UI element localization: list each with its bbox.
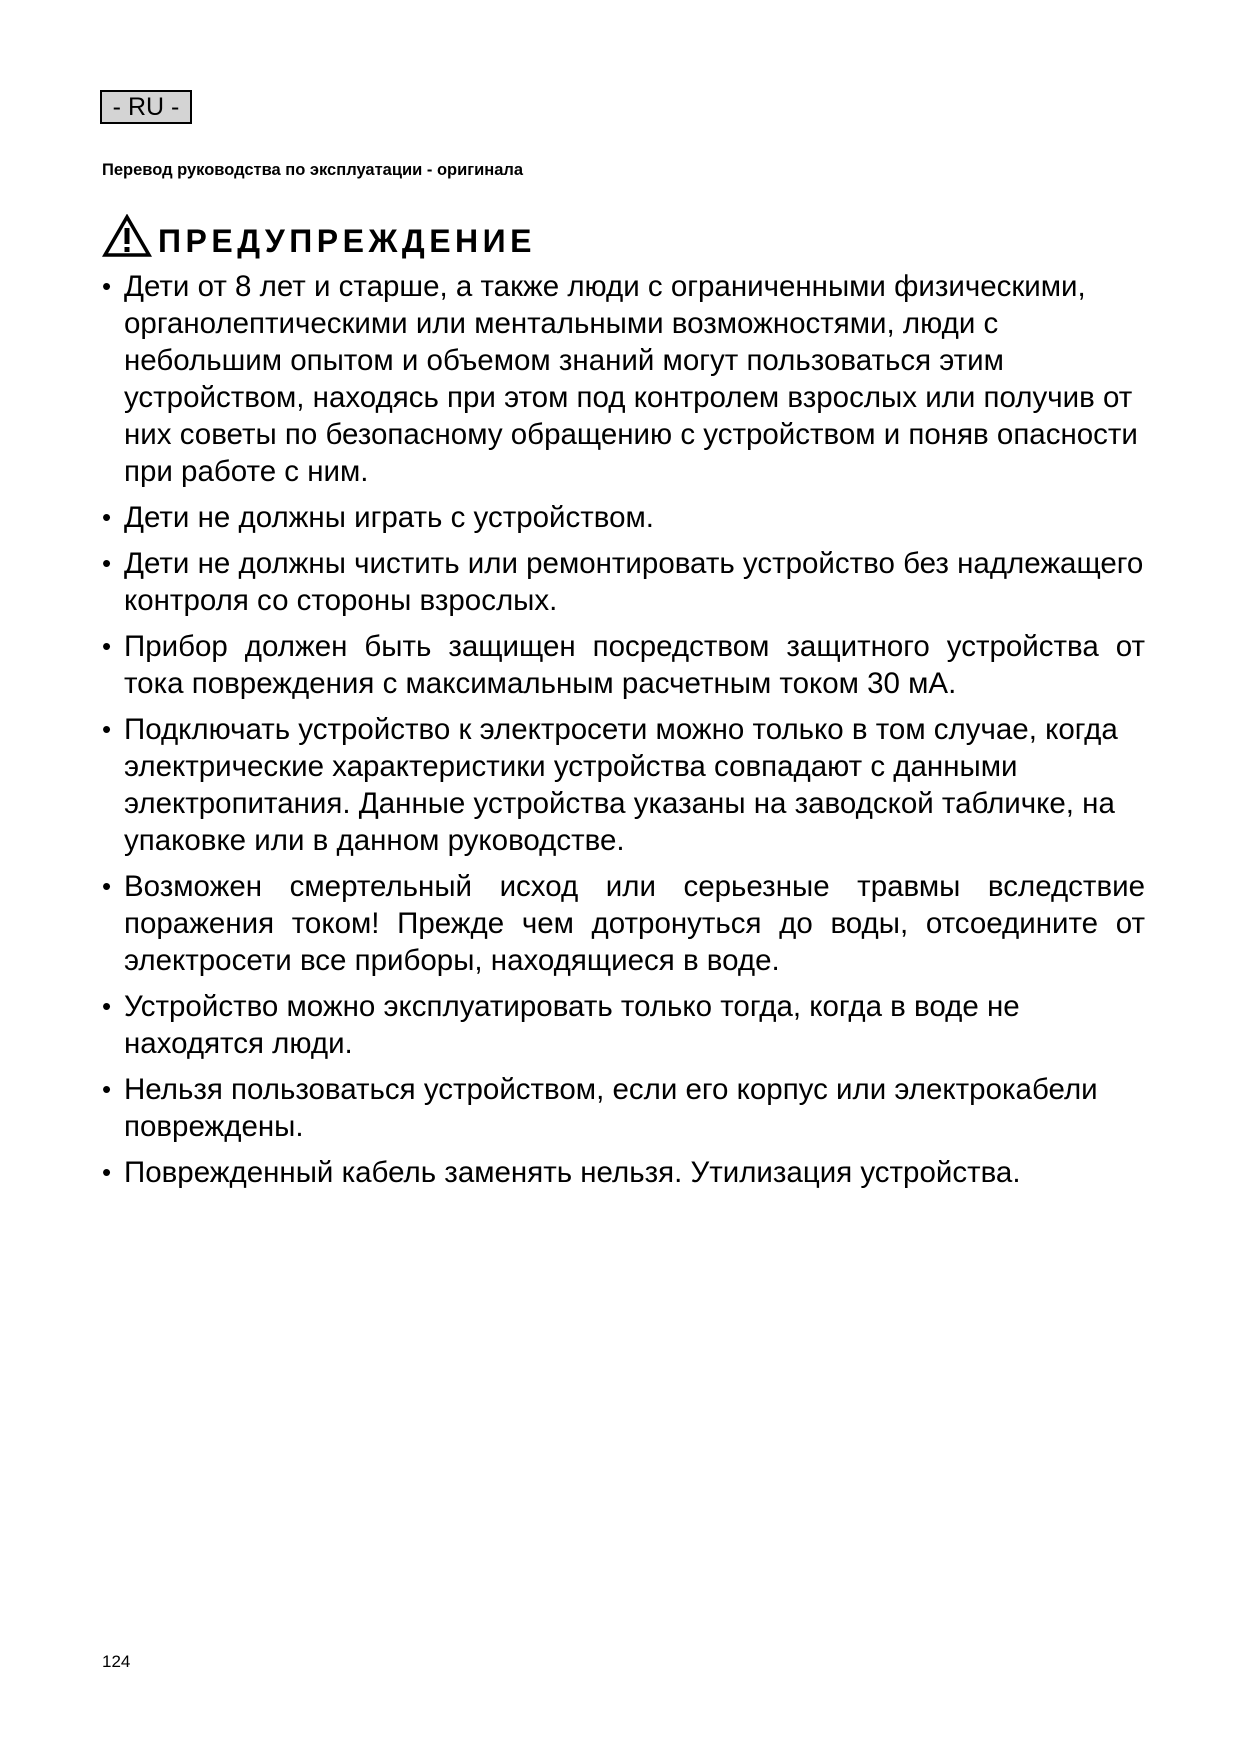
warning-item — [100, 545, 1145, 619]
bullet: • — [102, 1157, 112, 1187]
warning-item-text: Дети не должны играть с устройством. — [124, 501, 654, 534]
warning-item — [100, 1071, 1145, 1145]
warning-item — [100, 628, 1145, 702]
warning-item-text: Поврежденный кабель заменять нельзя. Утилизация устройства. — [124, 1156, 1021, 1189]
bullet: • — [102, 271, 112, 301]
warning-list — [100, 268, 1145, 1200]
warning-item — [100, 499, 1145, 536]
bullet: • — [102, 714, 112, 744]
warning-heading — [102, 208, 536, 258]
page-number: 124 — [102, 1652, 131, 1671]
warning-title: ПРЕДУПРЕЖДЕНИЕ — [158, 223, 536, 259]
warning-item — [100, 988, 1145, 1062]
warning-item — [100, 868, 1145, 979]
warning-item-text: Нельзя пользоваться устройством, если его корпус или электрокабели повреждены. — [124, 1073, 1098, 1143]
warning-item — [100, 711, 1145, 859]
warning-item-text: Дети не должны чистить или ремонтировать устройство без надлежащего контроля со стороны взрослых. — [124, 547, 1144, 617]
bullet: • — [102, 871, 112, 901]
document-subtitle: Перевод руководства по эксплуатации - оригинала — [102, 161, 524, 179]
warning-item-text: Устройство можно эксплуатировать только тогда, когда в воде не находятся люди. — [124, 990, 1020, 1060]
bullet: • — [102, 991, 112, 1021]
bullet: • — [102, 631, 112, 661]
warning-item — [100, 268, 1145, 490]
bullet: • — [102, 502, 112, 532]
warning-item — [100, 1154, 1145, 1191]
bullet: • — [102, 1074, 112, 1104]
warning-item-text: Дети от 8 лет и старше, а также люди с ограниченными физическими, органолептическими или ментальными возможностями, люди с небольшим опытом и объемом знаний могут пользоваться этим устройством, находясь при этом под контролем взрослых или получив от них советы по безопасному обращению с устройством и поняв опасности при работе с ним. — [124, 270, 1138, 488]
language-badge: - RU - — [100, 90, 192, 124]
warning-triangle-icon — [102, 214, 152, 258]
warning-item-text: Подключать устройство к электросети можно только в том случае, когда электрические характеристики устройства совпадают с данными электропитания. Данные устройства указаны на заводской табличке, на упаковке или в данном руководстве. — [124, 713, 1118, 857]
bullet: • — [102, 548, 112, 578]
warning-item-text: Возможен смертельный исход или серьезные травмы вследствие поражения током! Прежде чем дотронуться до воды, отсоедините от электросети все приборы, находящиеся в воде. — [124, 870, 1145, 977]
warning-item-text: Прибор должен быть защищен посредством защитного устройства от тока повреждения с максимальным расчетным током 30 мА. — [124, 630, 1145, 700]
